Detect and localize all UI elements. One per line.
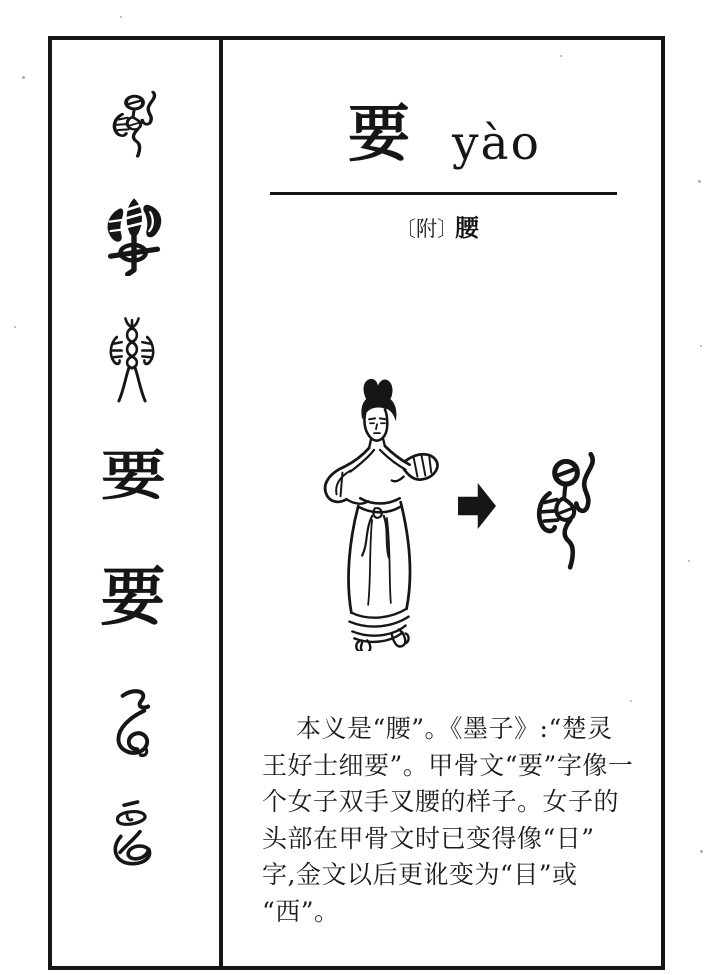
oracle-bone-script-glyph-large <box>528 447 600 570</box>
paragraph-line: 字,金文以后更讹变为“目”或 <box>262 860 578 890</box>
explanation-paragraph <box>262 711 646 931</box>
scan-speckle <box>700 850 703 853</box>
scan-speckle <box>22 76 25 79</box>
oracle-bone-script-glyph <box>106 88 160 158</box>
cursive-script-glyph-2 <box>100 798 164 878</box>
entry-pinyin: yào <box>452 116 541 171</box>
cursive-script-glyph-1 <box>104 686 166 760</box>
paragraph-line: 个女子双手叉腰的样子。女子的 <box>262 787 620 817</box>
oracle-bone-script-glyph <box>106 88 160 158</box>
paragraph-line: 头部在甲骨文时已变得像“日” <box>262 823 595 853</box>
regular-script-character: 要 <box>99 560 167 635</box>
clerical-script-character: 要 <box>101 444 166 507</box>
entry-character: 要 <box>348 97 411 170</box>
attached-label: 〔附〕 <box>395 217 458 241</box>
cursive-script-glyph-2 <box>100 798 164 878</box>
cursive-script-glyph-1 <box>104 686 166 760</box>
bronze-script-glyph <box>98 194 170 276</box>
oracle-bone-script-glyph-large <box>528 447 600 565</box>
paragraph-line: “西”。 <box>262 896 340 926</box>
paragraph-line: 王好士细要”。甲骨文“要”字像一 <box>262 750 634 780</box>
woman-hands-on-waist-illustration <box>303 370 451 652</box>
title-rule-line <box>270 192 617 195</box>
scan-speckle <box>700 345 702 347</box>
scan-speckle <box>120 16 122 18</box>
scan-speckle <box>688 560 690 562</box>
column-divider-line <box>219 36 223 970</box>
attached-character: 腰 <box>455 213 479 242</box>
bronze-script-glyph <box>98 194 170 276</box>
woman-hands-on-waist-illustration <box>303 370 451 651</box>
seal-script-glyph <box>103 317 161 405</box>
regular-script-glyph <box>99 560 167 635</box>
paragraph-line: 本义是“腰”。《墨子》:“楚灵 <box>296 714 613 743</box>
clerical-script-glyph <box>101 444 166 507</box>
seal-script-glyph <box>103 317 161 405</box>
scan-speckle <box>14 326 16 328</box>
scan-speckle <box>698 180 701 183</box>
